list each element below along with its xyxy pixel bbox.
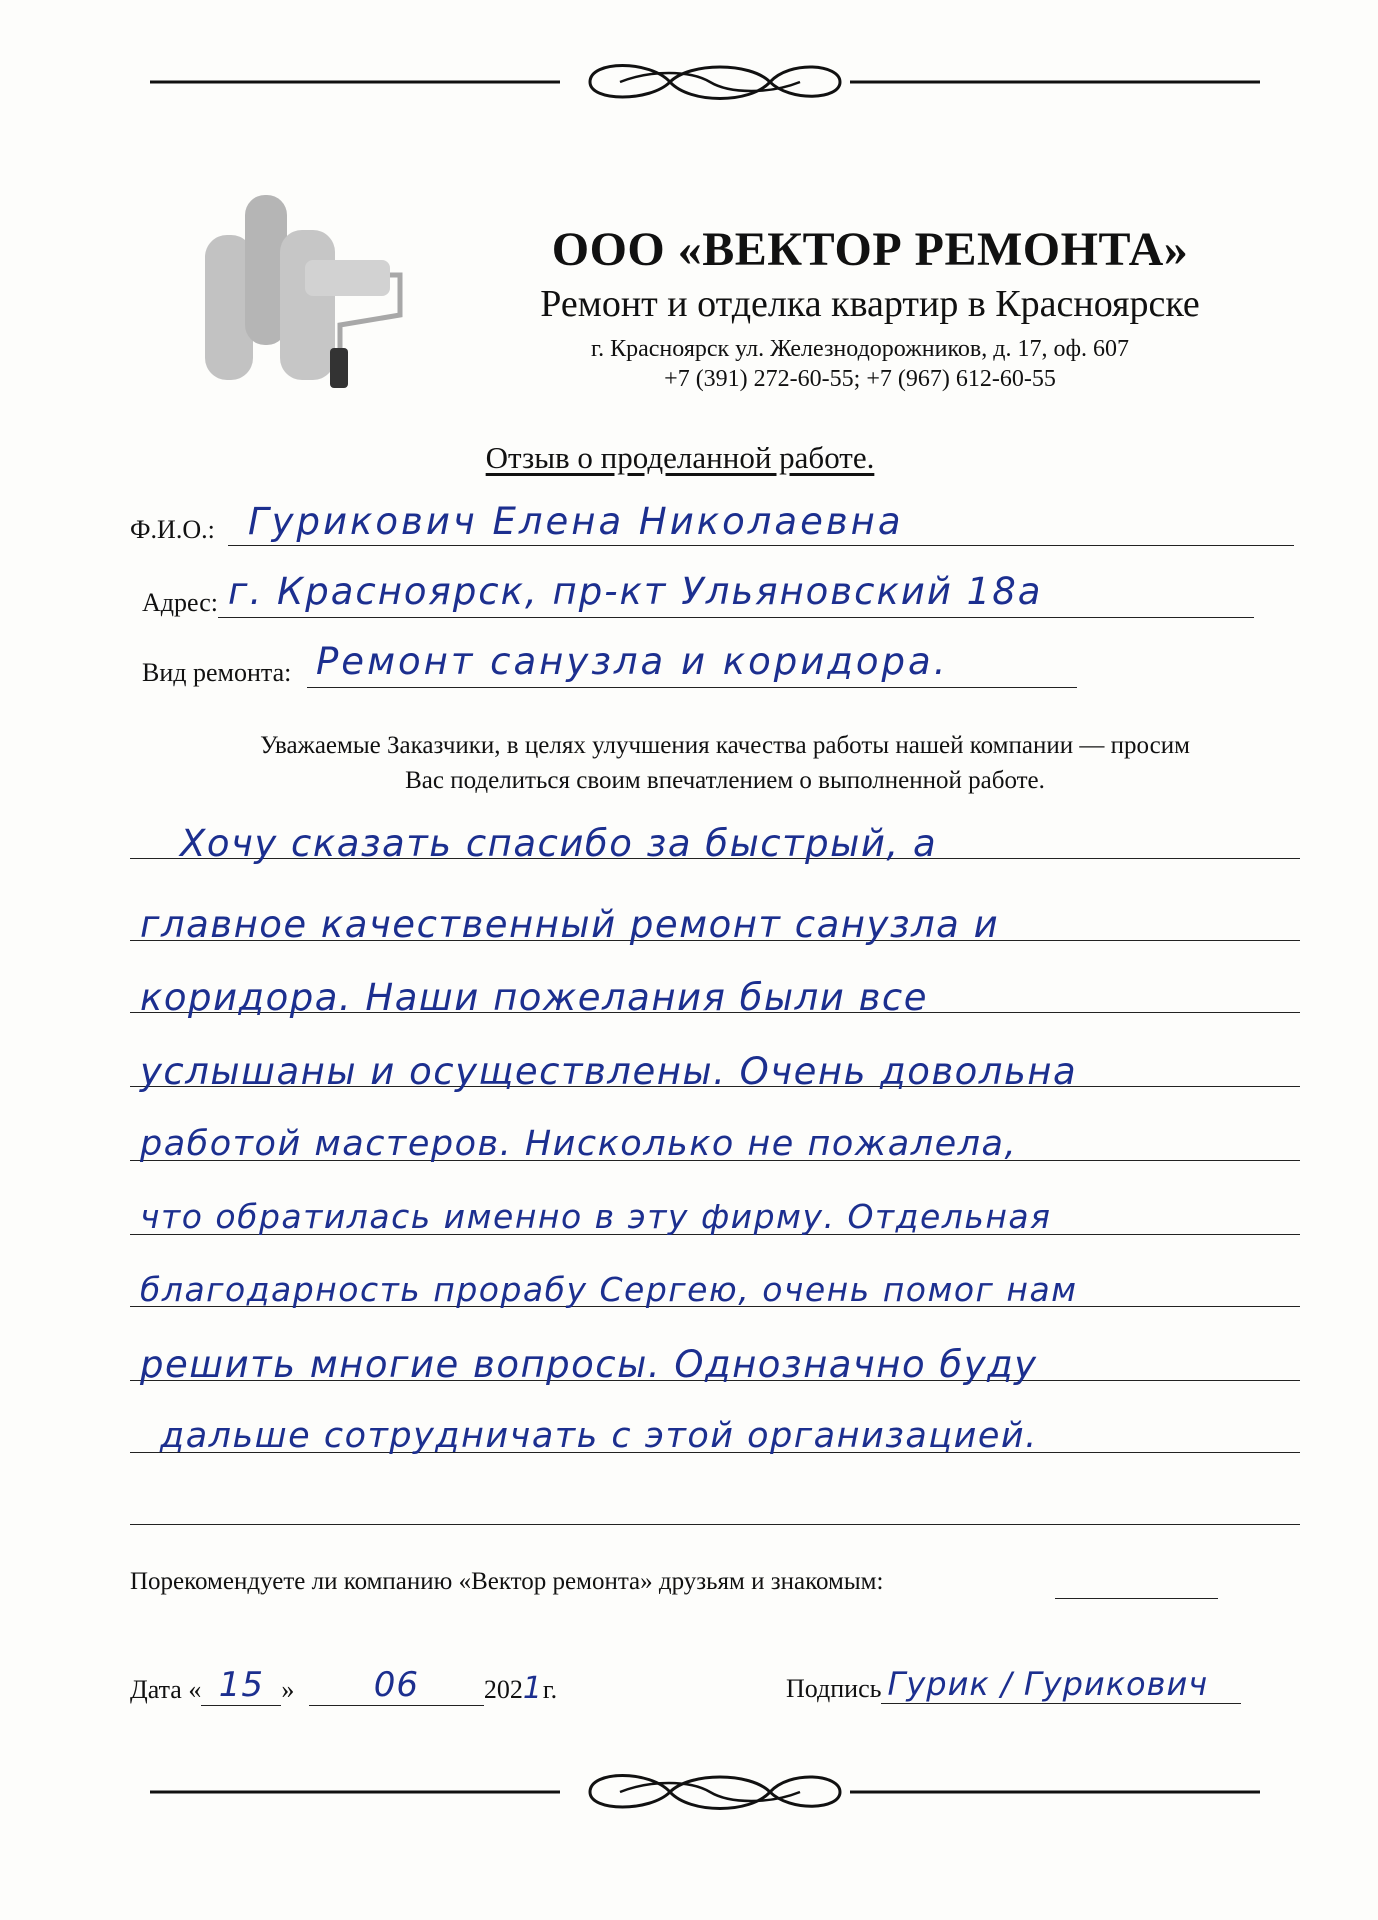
top-divider-ornament (150, 50, 1260, 110)
signature-label: Подпись (786, 1674, 882, 1703)
date-day-slot (201, 1665, 281, 1706)
fio-line (228, 545, 1294, 546)
review-line-1: Хочу сказать спасибо за быстрый, а (180, 822, 938, 865)
repair-type-label: Вид ремонта: (142, 658, 292, 687)
repair-type-line (307, 687, 1077, 688)
recommend-answer-line (1055, 1598, 1218, 1599)
address-label: Адрес: (142, 588, 218, 617)
review-line-6: что обратилась именно в эту фирму. Отдельная (140, 1197, 1052, 1236)
fio-label: Ф.И.О.: (130, 515, 215, 544)
review-line-8: решить многие вопросы. Однозначно буду (140, 1343, 1038, 1386)
fio-value: Гурикович Елена Николаевна (248, 500, 904, 543)
document-title-text: Отзыв о проделанной работе. (485, 440, 875, 475)
review-line-4: услышаны и осуществлены. Очень довольна (140, 1050, 1078, 1093)
review-line-5: работой мастеров. Нисколько не пожалела, (140, 1124, 1018, 1164)
signature-value: Гурик / Гурикович (887, 1665, 1209, 1703)
intro-text (140, 728, 1310, 798)
review-line-9: дальше сотрудничать с этой организацией. (160, 1416, 1038, 1456)
review-line-7: благодарность прорабу Сергею, очень помог нам (140, 1270, 1078, 1309)
date-suffix: г. (542, 1675, 558, 1704)
company-phones: +7 (391) 272-60-55; +7 (967) 612-60-55 (664, 366, 1056, 392)
bottom-divider-ornament (150, 1760, 1260, 1820)
date-label: Дата « (130, 1675, 202, 1704)
date-separator: » (281, 1675, 295, 1704)
address-value: г. Красноярск, пр-кт Ульяновский 18а (228, 570, 1043, 613)
review-line-2: главное качественный ремонт санузла и (140, 903, 1000, 946)
company-contacts (500, 334, 1220, 394)
repair-type-value: Ремонт санузла и коридора. (316, 640, 949, 683)
address-line (218, 617, 1254, 618)
date-field (130, 1667, 557, 1708)
signature-field (786, 1667, 1241, 1706)
intro-line-2: Вас поделиться своим впечатлением о выполненной работе. (405, 767, 1045, 794)
date-month-slot (309, 1665, 484, 1706)
date-year-digit: 1 (522, 1671, 543, 1706)
review-line-3: коридора. Наши пожелания были все (140, 976, 928, 1019)
company-address: г. Красноярск ул. Железнодорожников, д. 17, оф. 607 (590, 336, 1130, 362)
intro-line-1: Уважаемые Заказчики, в целях улучшения качества работы нашей компании — просим (260, 732, 1190, 759)
signature-slot (881, 1665, 1241, 1704)
company-tagline: Ремонт и отделка квартир в Красноярске (540, 283, 1200, 325)
document-title (400, 440, 960, 476)
company-logo-roller-icon (200, 190, 410, 390)
date-month: 06 (373, 1665, 419, 1705)
recommend-question: Порекомендуете ли компанию «Вектор ремонта» друзьям и знакомым: (130, 1568, 884, 1595)
date-day: 15 (218, 1665, 264, 1705)
company-name: ООО «ВЕКТОР РЕМОНТА» (551, 223, 1189, 276)
review-ruling-line (130, 1524, 1300, 1525)
date-year-prefix: 202 (483, 1675, 523, 1704)
